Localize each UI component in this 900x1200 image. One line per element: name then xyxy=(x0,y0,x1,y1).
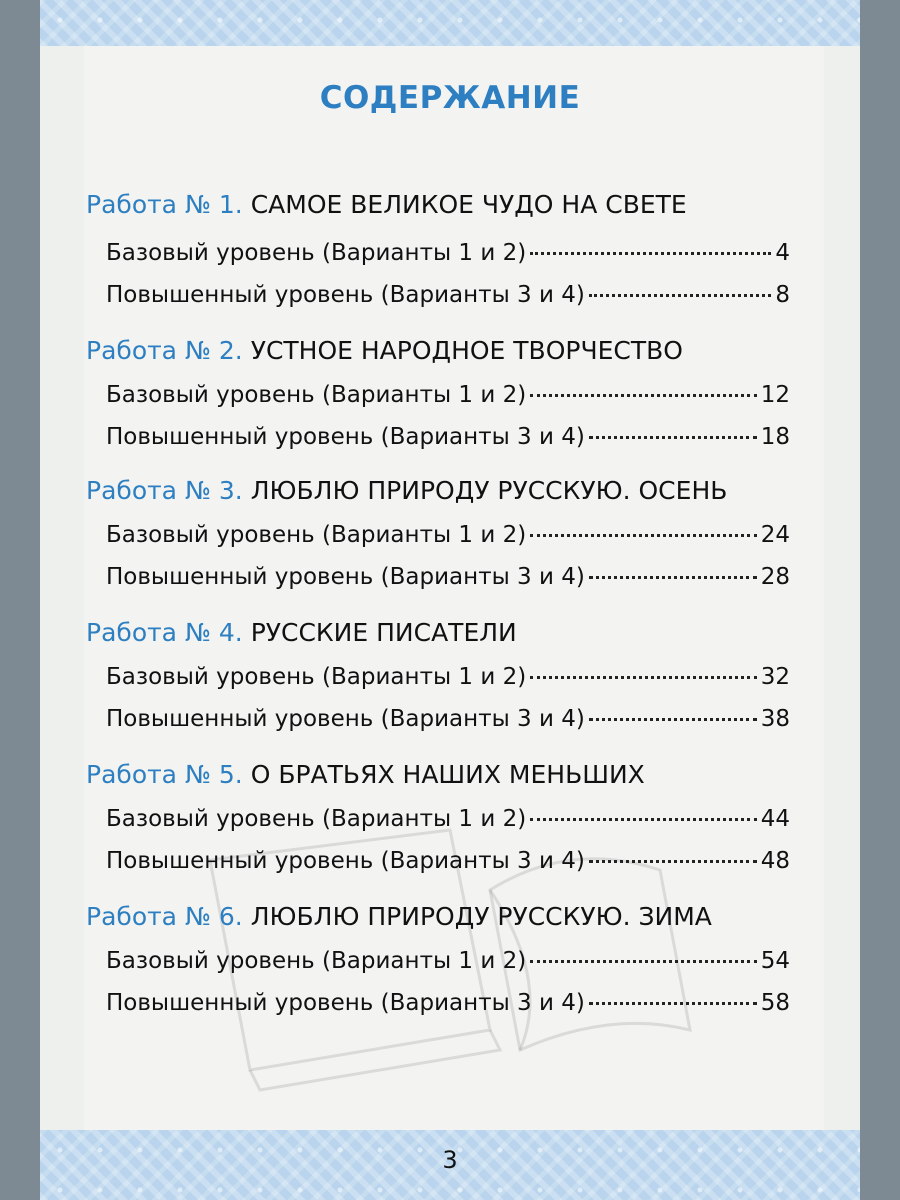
dot-leader xyxy=(589,860,757,863)
toc-entry-page: 4 xyxy=(775,240,790,266)
toc-entry-page: 44 xyxy=(760,806,790,832)
dot-leader xyxy=(530,394,756,397)
work-title xyxy=(86,190,687,219)
toc-entry-label: Базовый уровень (Варианты 1 и 2) xyxy=(106,806,527,832)
toc-entry-page: 8 xyxy=(775,282,790,308)
toc-entry-label: Базовый уровень (Варианты 1 и 2) xyxy=(106,664,527,690)
toc-entry-page: 48 xyxy=(760,848,790,874)
toc-entry-page: 54 xyxy=(760,948,790,974)
work-name: О БРАТЬЯХ НАШИХ МЕНЬШИХ xyxy=(250,760,645,789)
toc-entry xyxy=(106,664,790,690)
work-number: Работа № 4. xyxy=(86,618,243,647)
toc-entry xyxy=(106,990,790,1016)
work-title xyxy=(86,618,517,647)
work-title xyxy=(86,760,645,789)
work-name: САМОЕ ВЕЛИКОЕ ЧУДО НА СВЕТЕ xyxy=(250,190,687,219)
toc-entry-label: Повышенный уровень (Варианты 3 и 4) xyxy=(106,706,585,732)
dot-leader xyxy=(589,576,757,579)
dot-leader xyxy=(530,960,756,963)
work-name: ЛЮБЛЮ ПРИРОДУ РУССКУЮ. ОСЕНЬ xyxy=(250,476,728,505)
work-number: Работа № 5. xyxy=(86,760,243,789)
dot-leader xyxy=(530,534,756,537)
dot-leader xyxy=(589,294,771,297)
work-title xyxy=(86,902,712,931)
toc-entry xyxy=(106,564,790,590)
page-title: СОДЕРЖАНИЕ xyxy=(319,80,581,116)
toc-entry xyxy=(106,240,790,266)
dot-leader xyxy=(530,252,771,255)
toc-entry-label: Базовый уровень (Варианты 1 и 2) xyxy=(106,240,527,266)
toc-entry-page: 32 xyxy=(760,664,790,690)
work-title xyxy=(86,476,727,505)
toc-entry-label: Повышенный уровень (Варианты 3 и 4) xyxy=(106,564,585,590)
toc-entry xyxy=(106,806,790,832)
toc-entry-label: Повышенный уровень (Варианты 3 и 4) xyxy=(106,424,585,450)
toc-entry-label: Базовый уровень (Варианты 1 и 2) xyxy=(106,382,527,408)
toc-entry xyxy=(106,522,790,548)
toc-entry xyxy=(106,282,790,308)
toc-entry-page: 24 xyxy=(760,522,790,548)
decorative-top-band xyxy=(40,0,860,46)
work-number: Работа № 3. xyxy=(86,476,243,505)
work-number: Работа № 1. xyxy=(86,190,243,219)
work-title xyxy=(86,336,683,365)
toc-entry-page: 12 xyxy=(760,382,790,408)
toc-entry-page: 58 xyxy=(760,990,790,1016)
page-number: 3 xyxy=(442,1146,458,1174)
toc-entry xyxy=(106,424,790,450)
toc-entry-page: 18 xyxy=(760,424,790,450)
book-page xyxy=(40,0,860,1200)
toc-entry-page: 28 xyxy=(760,564,790,590)
toc-entry-page: 38 xyxy=(760,706,790,732)
toc-entry-label: Базовый уровень (Варианты 1 и 2) xyxy=(106,948,527,974)
dot-leader xyxy=(589,718,757,721)
toc-entry xyxy=(106,706,790,732)
work-name: ЛЮБЛЮ ПРИРОДУ РУССКУЮ. ЗИМА xyxy=(250,902,712,931)
toc-entry-label: Повышенный уровень (Варианты 3 и 4) xyxy=(106,848,585,874)
toc-entry xyxy=(106,848,790,874)
work-number: Работа № 2. xyxy=(86,336,243,365)
toc-entry-label: Базовый уровень (Варианты 1 и 2) xyxy=(106,522,527,548)
toc-entry xyxy=(106,948,790,974)
work-name: УСТНОЕ НАРОДНОЕ ТВОРЧЕСТВО xyxy=(250,336,683,365)
dot-leader xyxy=(589,436,757,439)
toc-entry-label: Повышенный уровень (Варианты 3 и 4) xyxy=(106,282,585,308)
work-name: РУССКИЕ ПИСАТЕЛИ xyxy=(250,618,517,647)
toc-entry xyxy=(106,382,790,408)
dot-leader xyxy=(589,1002,757,1005)
dot-leader xyxy=(530,676,756,679)
dot-leader xyxy=(530,818,756,821)
toc-entry-label: Повышенный уровень (Варианты 3 и 4) xyxy=(106,990,585,1016)
work-number: Работа № 6. xyxy=(86,902,243,931)
